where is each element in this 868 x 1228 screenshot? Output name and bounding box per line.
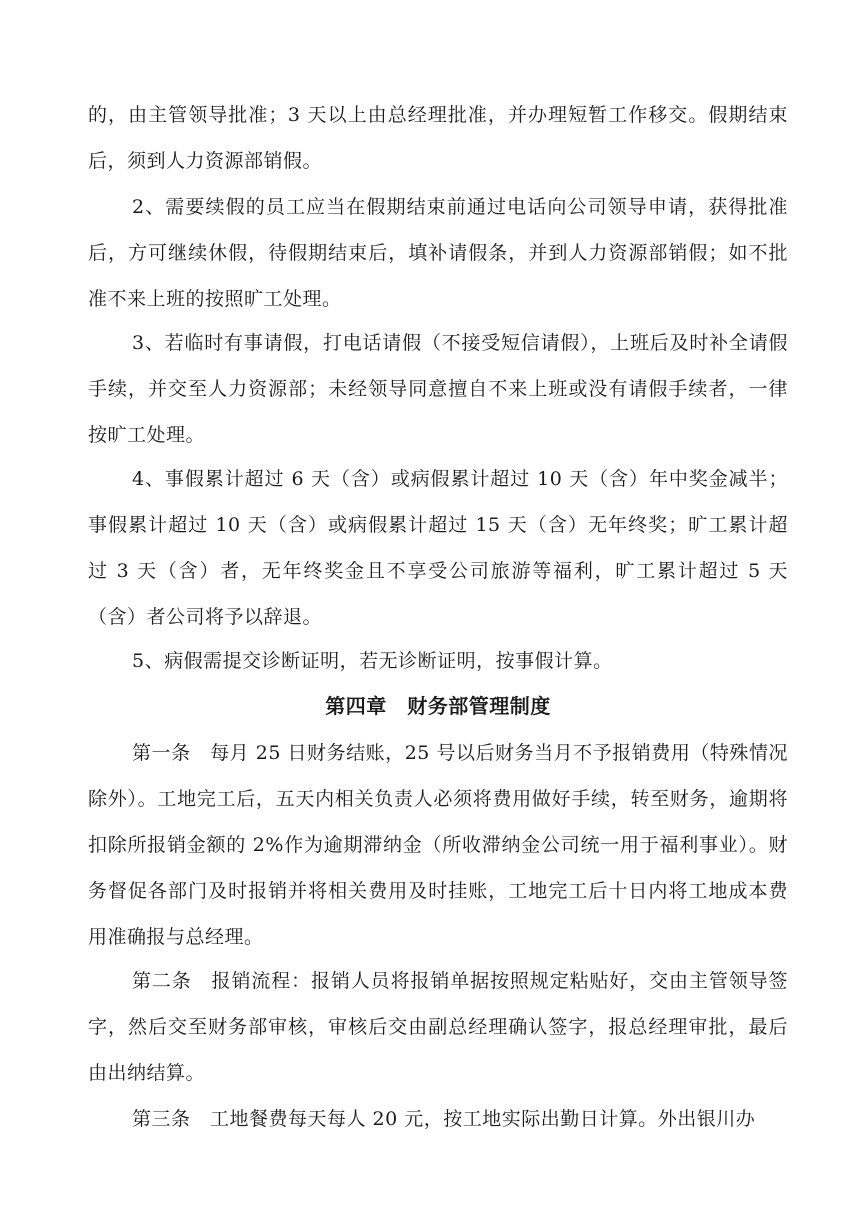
paragraph-leave-approval-continued: 的，由主管领导批准；3 天以上由总经理批准，并办理短暂工作移交。假期结束后，须到人力资源部销假。 [88, 104, 788, 172]
article-two: 第二条 报销流程：报销人员将报销单据按照规定粘贴好，交由主管领导签字，然后交至财务部审核，审核后交由副总经理确认签字，报总经理审批，最后由出纳结算。 [88, 970, 788, 1084]
article-three: 第三条 工地餐费每天每人 20 元，按工地实际出勤日计算。外出银川办 [132, 1108, 756, 1130]
paragraph-leave-accumulation: 4、事假累计超过 6 天（含）或病假累计超过 10 天（含）年中奖金减半；事假累计超过 10 天（含）或病假累计超过 15 天（含）无年终奖；旷工累计超过 3 天（含）者，无年终奖金且不享受公司旅游等福利，旷工累计超过 5 天（含）者公司将予以辞退。 [88, 468, 788, 628]
paragraph-leave-extension: 2、需要续假的员工应当在假期结束前通过电话向公司领导申请，获得批准后，方可继续休假，待假期结束后，填补请假条，并到人力资源部销假；如不批准不来上班的按照旷工处理。 [88, 196, 788, 310]
article-one: 第一条 每月 25 日财务结账，25 号以后财务当月不予报销费用（特殊情况除外）。工地完工后，五天内相关负责人必须将费用做好手续，转至财务，逾期将扣除所报销金额的 2%作为逾期滞纳金（所收滞纳金公司统一用于福利事业）。财务督促各部门及时报销并将相关费用及时挂账，工地完工后十日内将工地成本费用准确报与总经理。 [88, 742, 788, 948]
chapter-title: 第四章 财务部管理制度 [325, 694, 551, 718]
paragraph-sick-leave-proof: 5、病假需提交诊断证明，若无诊断证明，按事假计算。 [132, 650, 613, 672]
paragraph-temporary-leave: 3、若临时有事请假，打电话请假（不接受短信请假），上班后及时补全请假手续，并交至人力资源部；未经领导同意擅自不来上班或没有请假手续者，一律按旷工处理。 [88, 332, 788, 446]
